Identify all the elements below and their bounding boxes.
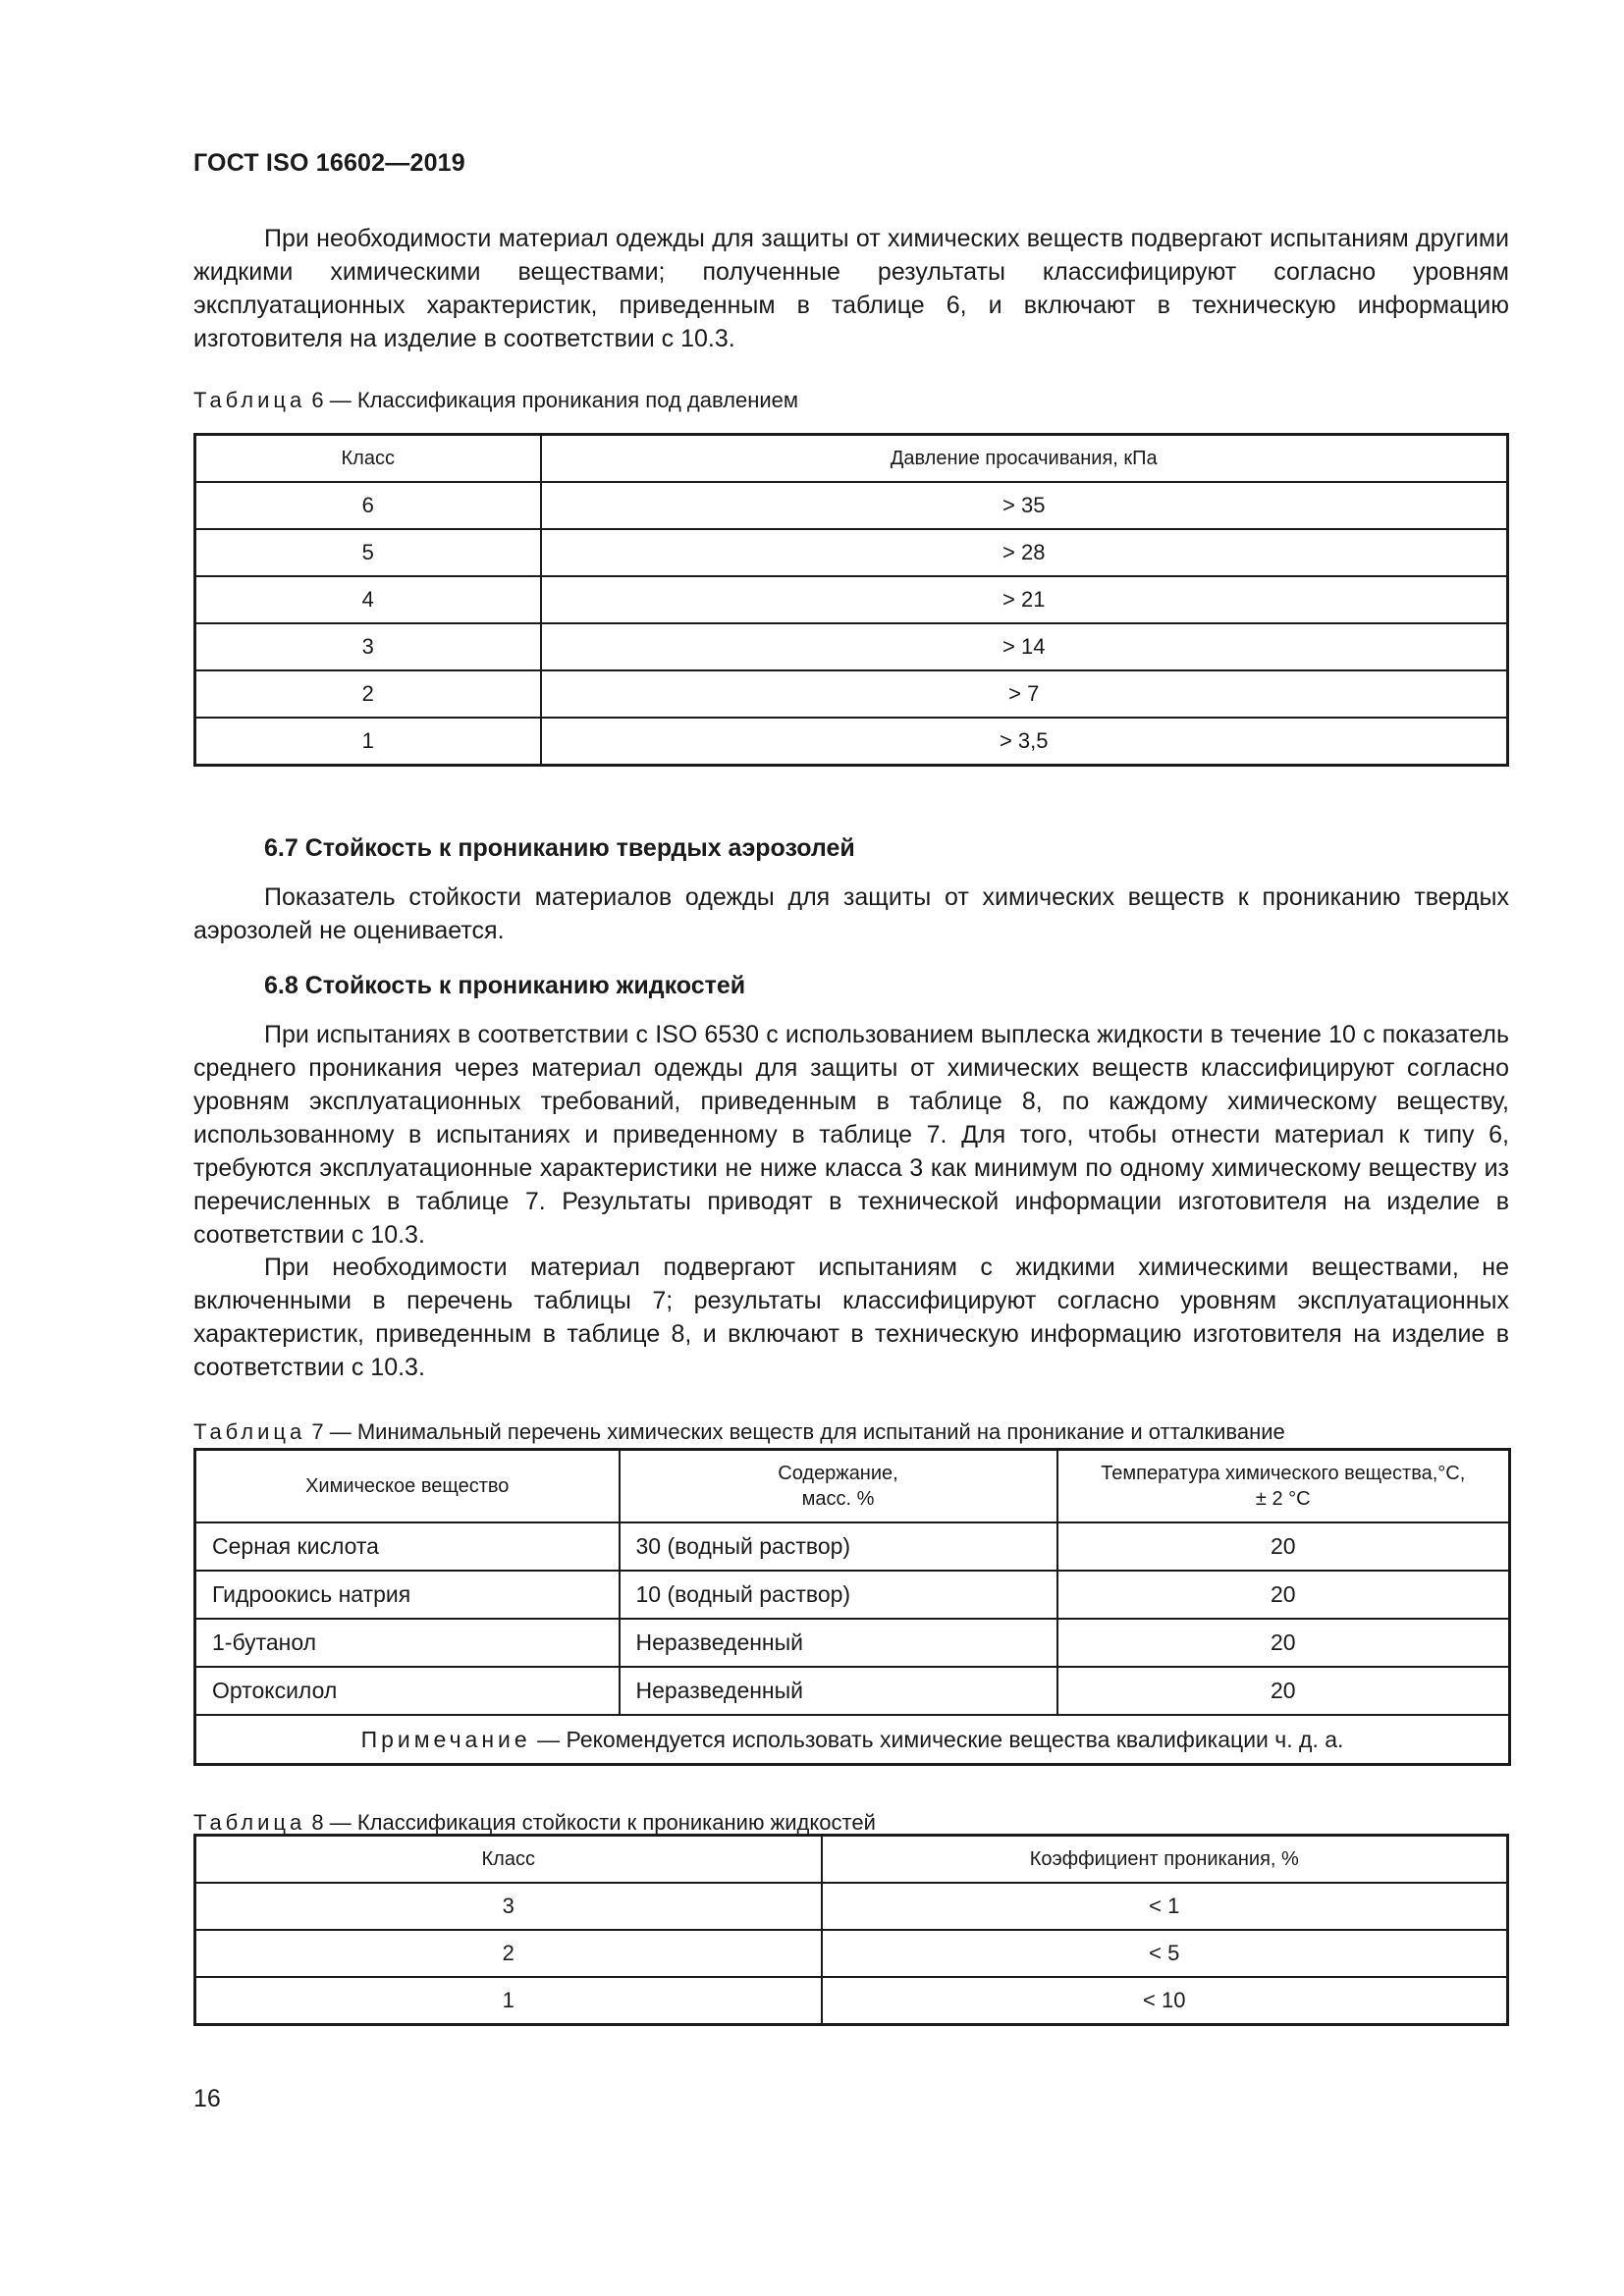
table-6 <box>193 433 1509 767</box>
table-cell: Серная кислота <box>195 1522 620 1571</box>
table7-header-row <box>195 1450 1510 1523</box>
table-cell: 2 <box>195 670 541 718</box>
table-row <box>195 1930 1508 1977</box>
table6-caption <box>193 388 798 413</box>
table7-caption <box>193 1419 1285 1445</box>
table-cell: < 1 <box>822 1883 1508 1930</box>
table-row <box>195 1977 1508 2025</box>
table7-header-substance: Химическое вещество <box>195 1450 620 1523</box>
table7-note-word: Примечание <box>360 1726 531 1752</box>
table7-header-temperature-line2: ± 2 °С <box>1255 1488 1311 1510</box>
table-cell: 1 <box>195 718 541 766</box>
table7-note-row <box>195 1715 1510 1765</box>
table-cell: > 21 <box>541 576 1508 623</box>
table-cell: 3 <box>195 1883 822 1930</box>
section-6-7-text: Показатель стойкости материалов одежды для защиты от химических веществ к прониканию твердых аэрозолей не оценивается. <box>193 883 1509 944</box>
table-cell: > 7 <box>541 670 1508 718</box>
table6-header-row <box>195 435 1508 483</box>
table7-header-content <box>620 1450 1057 1523</box>
table7-header-temperature <box>1057 1450 1510 1523</box>
table-cell: Ортоксилол <box>195 1667 620 1715</box>
table-row <box>195 670 1508 718</box>
table-row <box>195 623 1508 670</box>
table-cell: < 10 <box>822 1977 1508 2025</box>
section-6-8-title: 6.8 Стойкость к прониканию жидкостей <box>264 972 746 999</box>
table-cell: 3 <box>195 623 541 670</box>
table-cell: Неразведенный <box>620 1667 1057 1715</box>
table7-header-content-line1: Содержание, <box>778 1463 898 1484</box>
table-row <box>195 1619 1510 1667</box>
table-cell: 1-бутанол <box>195 1619 620 1667</box>
table-row <box>195 576 1508 623</box>
table-cell: > 28 <box>541 529 1508 576</box>
table-cell: > 14 <box>541 623 1508 670</box>
table-cell: > 35 <box>541 482 1508 529</box>
table-row <box>195 482 1508 529</box>
table-cell: 5 <box>195 529 541 576</box>
section-6-7-title: 6.7 Стойкость к прониканию твердых аэрозолей <box>264 834 855 862</box>
table-cell: 20 <box>1057 1571 1510 1619</box>
table-cell: 20 <box>1057 1522 1510 1571</box>
table6-caption-text: 6 — Классификация проникания под давлением <box>305 388 799 412</box>
table8-header-coefficient: Коэффициент проникания, % <box>822 1836 1508 1884</box>
table-8 <box>193 1834 1509 2026</box>
table7-caption-word: Таблица <box>193 1419 306 1444</box>
section-6-8-paragraph-1: При испытаниях в соответствии с ISO 6530 с использованием выплеска жидкости в течение 10 с показатель среднего проникания через материал одежды для защиты от химических веществ классифицируют согласно уровням эксплуатационных требований, приведенным в таблице 8, по каждому химическому веществу, использованному в испытаниях и приведенному в таблице 7. Для того, чтобы отнести материал к типу 6, требуются эксплуатационные характеристики не ниже класса 3 как минимум по одному химическому веществу из перечисленных в таблице 7. Результаты приводят в технической информации изготовителя на изделие в соответствии с 10.3. <box>193 1021 1509 1249</box>
table6-caption-word: Таблица <box>193 388 306 412</box>
table8-header-class: Класс <box>195 1836 822 1884</box>
table-7 <box>193 1448 1511 1766</box>
table7-note-text: — Рекомендуется использовать химические вещества квалификации ч. д. а. <box>530 1726 1344 1752</box>
table6-header-pressure: Давление просачивания, кПа <box>541 435 1508 483</box>
table8-caption <box>193 1810 876 1836</box>
table-row <box>195 1883 1508 1930</box>
table-cell: 10 (водный раствор) <box>620 1571 1057 1619</box>
table-row <box>195 1522 1510 1571</box>
table7-header-temperature-line1: Температура химического вещества,°С, <box>1101 1463 1466 1484</box>
table-cell: 4 <box>195 576 541 623</box>
table-cell: 30 (водный раствор) <box>620 1522 1057 1571</box>
table8-caption-word: Таблица <box>193 1810 306 1835</box>
table-row <box>195 1667 1510 1715</box>
table-cell: 2 <box>195 1930 822 1977</box>
table-cell: Гидроокись натрия <box>195 1571 620 1619</box>
document-header: ГОСТ ISO 16602—2019 <box>193 149 465 177</box>
table7-note <box>195 1715 1510 1765</box>
table-cell: 20 <box>1057 1667 1510 1715</box>
table-row <box>195 529 1508 576</box>
table8-header-row <box>195 1836 1508 1884</box>
table-cell: 1 <box>195 1977 822 2025</box>
table7-caption-text: 7 — Минимальный перечень химических веществ для испытаний на проникание и отталкивание <box>305 1419 1285 1444</box>
intro-paragraph: При необходимости материал одежды для защиты от химических веществ подвергают испытаниям другими жидкими химическими веществами; полученные результаты классифицируют согласно уровням эксплуатационных характеристик, приведенным в таблице 6, и включают в техническую информацию изготовителя на изделие в соответствии с 10.3. <box>193 225 1509 352</box>
table7-header-content-line2: масс. % <box>801 1488 875 1510</box>
table-cell: < 5 <box>822 1930 1508 1977</box>
table8-caption-text: 8 — Классификация стойкости к прониканию жидкостей <box>305 1810 876 1835</box>
table-cell: 6 <box>195 482 541 529</box>
page-number: 16 <box>193 2085 221 2112</box>
table6-header-class: Класс <box>195 435 541 483</box>
table-cell: 20 <box>1057 1619 1510 1667</box>
section-6-8-paragraph-2: При необходимости материал подвергают испытаниям с жидкими химическими веществами, не включенными в перечень таблицы 7; результаты классифицируют согласно уровням эксплуатационных характеристик, приведенным в таблице 8, и включают в техническую информацию изготовителя на изделие в соответствии с 10.3. <box>193 1254 1509 1381</box>
table-cell: Неразведенный <box>620 1619 1057 1667</box>
table-row <box>195 718 1508 766</box>
table-row <box>195 1571 1510 1619</box>
table-cell: > 3,5 <box>541 718 1508 766</box>
